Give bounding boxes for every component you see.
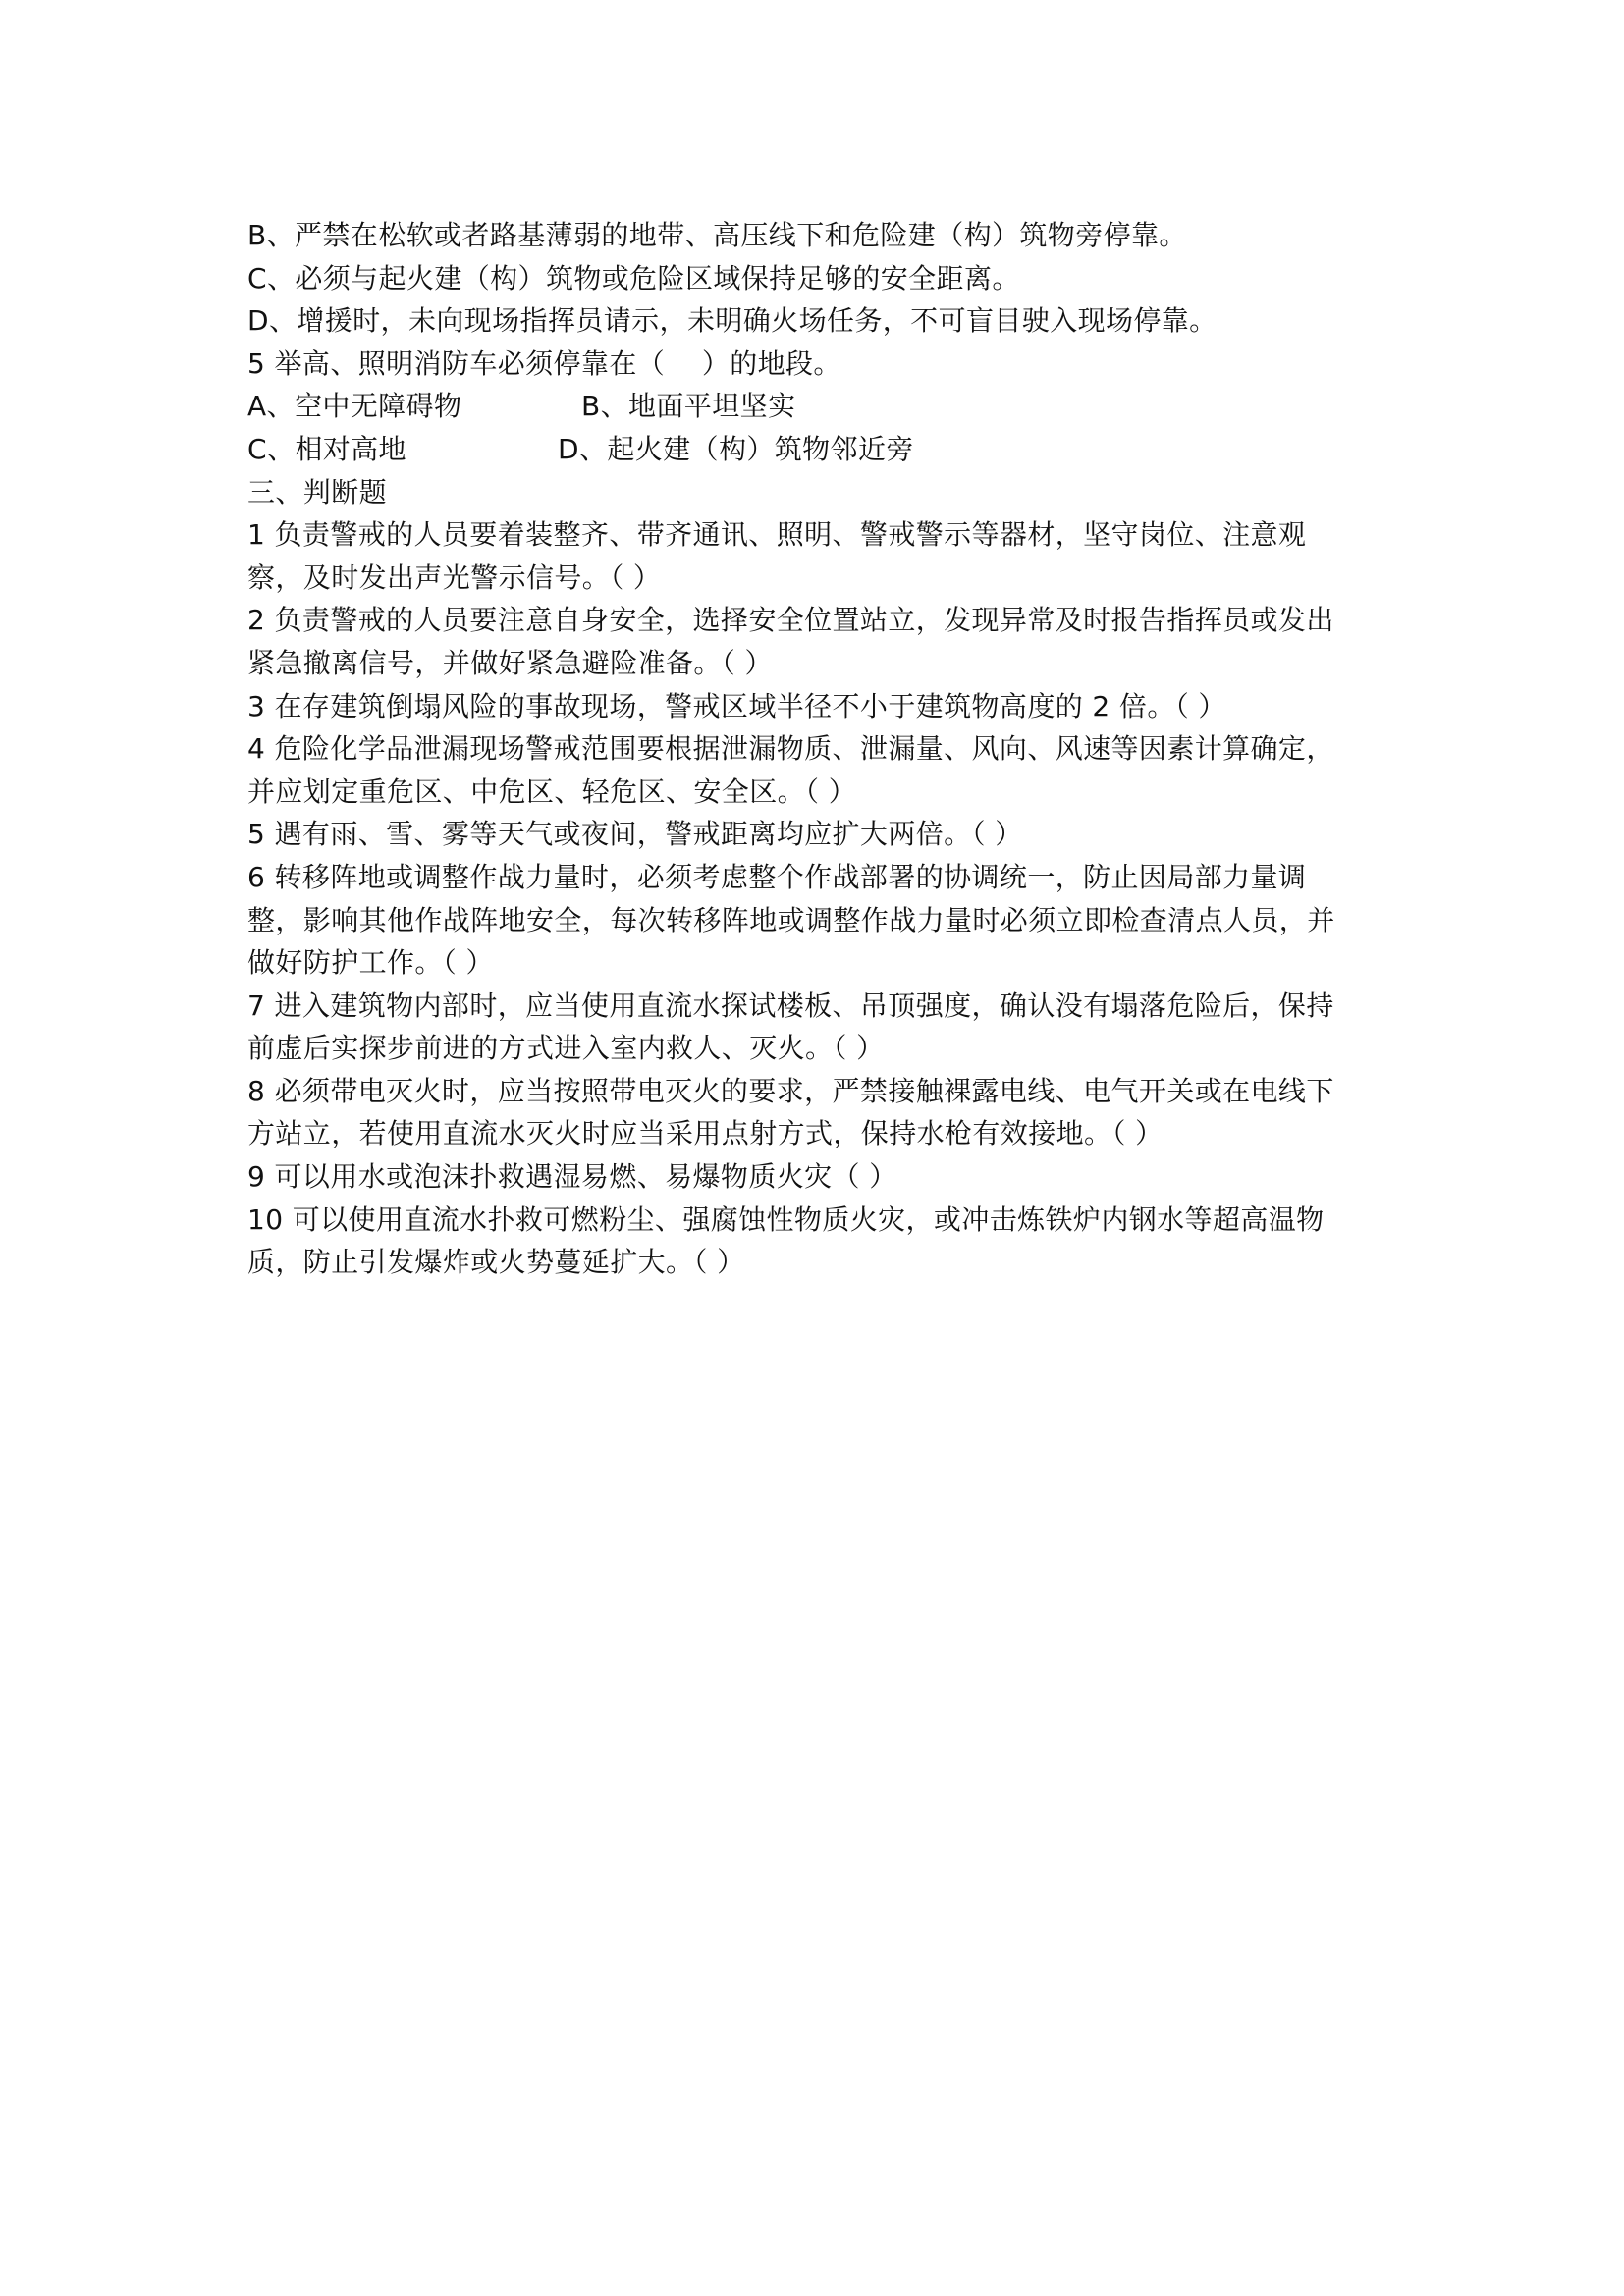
question-5-option-d: D、起火建（构）筑物邻近旁 [558,432,914,465]
judgment-item-4-line-2: 并应划定重危区、中危区、轻危区、安全区。（ ） [247,774,857,808]
judgment-item-10 [247,1199,1396,1284]
judgment-item-10-line-1: 10 可以使用直流水扑救可燃粉尘、强腐蚀性物质火灾，或冲击炼铁炉内钢水等超高温物 [247,1202,1325,1236]
judgment-item-4-line-1: 4 危险化学品泄漏现场警戒范围要根据泄漏物质、泄漏量、风向、风速等因素计算确定， [247,732,1334,766]
judgment-item-7-line-2: 前虚后实探步前进的方式进入室内救人、灭火。（ ） [247,1032,885,1065]
question-5-options-row-2 [247,428,1396,471]
document-page [247,214,1396,1284]
section-title: 三、判断题 [247,475,388,508]
judgment-item-9-line-1: 9 可以用水或泡沫扑救遇湿易燃、易爆物质火灾（ ） [247,1160,897,1194]
judgment-item-9 [247,1155,1396,1199]
judgment-item-8-line-2: 方站立，若使用直流水灭火时应当采用点射方式，保持水枪有效接地。（ ） [247,1117,1164,1150]
question-5-option-c: C、相对高地 [247,432,406,465]
judgment-item-3-line-1: 3 在存建筑倒塌风险的事故现场，警戒区域半径不小于建筑物高度的 2 倍。（ ） [247,689,1226,722]
option-d-line: D、增援时，未向现场指挥员请示，未明确火场任务，不可盲目驶入现场停靠。 [247,304,1218,338]
judgment-item-10-line-2: 质，防止引发爆炸或火势蔓延扩大。（ ） [247,1246,745,1279]
question-5-option-a: A、空中无障碍物 [247,390,462,423]
question-5-options-row-1 [247,385,1396,428]
judgment-item-7-line-1: 7 进入建筑物内部时，应当使用直流水探试楼板、吊顶强度，确认没有塌落危险后，保持 [247,988,1334,1022]
judgment-item-8-line-1: 8 必须带电灭火时，应当按照带电灭火的要求，严禁接触裸露电线、电气开关或在电线下 [247,1074,1334,1107]
judgment-item-3 [247,685,1396,728]
judgment-item-6-line-2: 整，影响其他作战阵地安全，每次转移阵地或调整作战力量时必须立即检查清点人员，并 [247,903,1335,936]
judgment-item-4 [247,727,1396,813]
judgment-item-2-line-2: 紧急撤离信号，并做好紧急避险准备。（ ） [247,646,773,679]
judgment-item-5-line-1: 5 遇有雨、雪、雾等天气或夜间，警戒距离均应扩大两倍。（ ） [247,818,1023,851]
judgment-item-6 [247,856,1396,985]
judgment-item-2-line-1: 2 负责警戒的人员要注意自身安全，选择安全位置站立，发现异常及时报告指挥员或发出 [247,604,1334,637]
question-5-line: 5 举高、照明消防车必须停靠在（ ）的地段。 [247,347,841,380]
judgment-item-6-line-1: 6 转移阵地或调整作战力量时，必须考虑整个作战部署的协调统一，防止因局部力量调 [247,860,1307,893]
option-c-line: C、必须与起火建（构）筑物或危险区域保持足够的安全距离。 [247,261,1020,294]
judgment-item-1-line-2: 察，及时发出声光警示信号。（ ） [247,561,662,594]
judgment-item-1-line-1: 1 负责警戒的人员要着装整齐、带齐通讯、照明、警戒警示等器材，坚守岗位、注意观 [247,518,1307,552]
option-b-line: B、严禁在松软或者路基薄弱的地带、高压线下和危险建（构）筑物旁停靠。 [247,219,1187,251]
judgment-item-2 [247,599,1396,684]
judgment-item-1 [247,513,1396,599]
judgment-item-7 [247,985,1396,1070]
question-5-option-b: B、地面平坦坚实 [581,390,796,423]
judgment-item-6-line-3: 做好防护工作。（ ） [247,946,494,980]
judgment-item-8 [247,1070,1396,1155]
judgment-item-5 [247,813,1396,856]
